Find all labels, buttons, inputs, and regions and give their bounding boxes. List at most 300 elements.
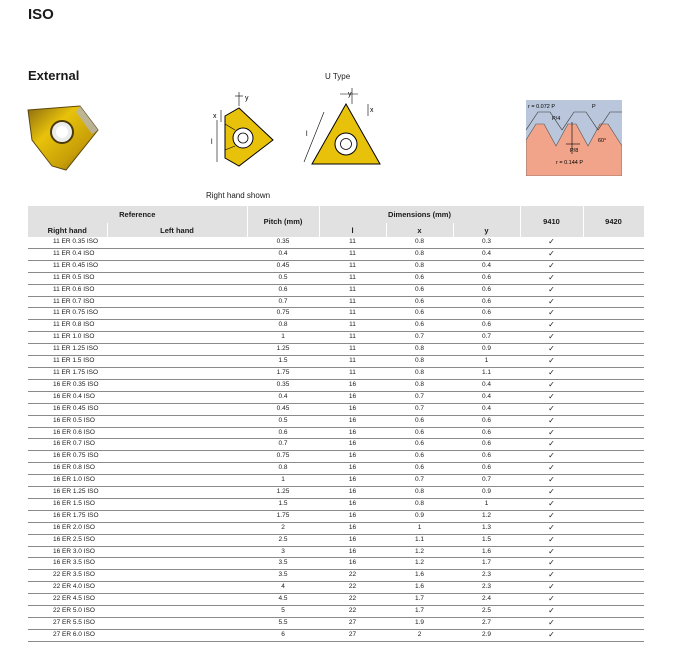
- cell-9420: [583, 248, 644, 260]
- cell-9410: ✓: [520, 367, 583, 379]
- cell-right-hand: 16 ER 0.8 ISO: [28, 463, 107, 475]
- cell-pitch: 2.5: [247, 534, 319, 546]
- cell-left-hand: [107, 391, 247, 403]
- cell-left-hand: [107, 332, 247, 344]
- insert-photo: [22, 100, 102, 175]
- cell-pitch: 0.7: [247, 439, 319, 451]
- cell-x: 0.6: [386, 451, 453, 463]
- cell-y: 0.7: [453, 332, 520, 344]
- cell-y: 2.3: [453, 582, 520, 594]
- cell-y: 1.6: [453, 546, 520, 558]
- cell-left-hand: [107, 570, 247, 582]
- cell-9410: ✓: [520, 272, 583, 284]
- cell-9420: [583, 296, 644, 308]
- cell-9420: [583, 522, 644, 534]
- table-body: [28, 237, 644, 641]
- table-row: [28, 296, 644, 308]
- cell-x: 0.6: [386, 320, 453, 332]
- cell-y: 2.3: [453, 570, 520, 582]
- cell-l: 16: [319, 522, 386, 534]
- cell-y: 0.6: [453, 320, 520, 332]
- cell-x: 0.6: [386, 272, 453, 284]
- cell-pitch: 0.45: [247, 260, 319, 272]
- cell-pitch: 0.35: [247, 379, 319, 391]
- dim-label-y: y: [245, 95, 249, 102]
- cell-y: 0.9: [453, 487, 520, 499]
- cell-9410: ✓: [520, 415, 583, 427]
- cell-l: 11: [319, 237, 386, 248]
- u-dim-label-y: y: [348, 91, 352, 98]
- cell-x: 0.6: [386, 284, 453, 296]
- cell-y: 0.6: [453, 463, 520, 475]
- cell-x: 0.9: [386, 510, 453, 522]
- table-row: [28, 546, 644, 558]
- table-row: [28, 439, 644, 451]
- cell-left-hand: [107, 367, 247, 379]
- profile-p: P: [592, 104, 596, 110]
- table-row: [28, 606, 644, 618]
- cell-right-hand: 16 ER 1.25 ISO: [28, 487, 107, 499]
- cell-pitch: 5: [247, 606, 319, 618]
- table-row: [28, 272, 644, 284]
- table-row: [28, 248, 644, 260]
- cell-pitch: 0.75: [247, 308, 319, 320]
- cell-9410: ✓: [520, 546, 583, 558]
- cell-y: 2.4: [453, 594, 520, 606]
- cell-pitch: 1.5: [247, 498, 319, 510]
- cell-pitch: 1: [247, 332, 319, 344]
- cell-9420: [583, 451, 644, 463]
- cell-l: 16: [319, 546, 386, 558]
- table-row: [28, 558, 644, 570]
- cell-right-hand: 11 ER 0.8 ISO: [28, 320, 107, 332]
- cell-y: 0.6: [453, 415, 520, 427]
- table-row: [28, 463, 644, 475]
- cell-y: 1.1: [453, 367, 520, 379]
- cell-y: 0.6: [453, 296, 520, 308]
- cell-y: 0.6: [453, 427, 520, 439]
- cell-9420: [583, 284, 644, 296]
- cell-pitch: 1.75: [247, 367, 319, 379]
- cell-right-hand: 16 ER 3.0 ISO: [28, 546, 107, 558]
- page-title: ISO: [28, 6, 54, 23]
- cell-9410: ✓: [520, 629, 583, 641]
- cell-right-hand: 16 ER 1.0 ISO: [28, 475, 107, 487]
- cell-left-hand: [107, 272, 247, 284]
- cell-9420: [583, 510, 644, 522]
- cell-right-hand: 16 ER 3.5 ISO: [28, 558, 107, 570]
- cell-pitch: 4.5: [247, 594, 319, 606]
- cell-pitch: 0.6: [247, 284, 319, 296]
- cell-left-hand: [107, 546, 247, 558]
- cell-9420: [583, 629, 644, 641]
- cell-right-hand: 11 ER 1.25 ISO: [28, 344, 107, 356]
- cell-pitch: 0.45: [247, 403, 319, 415]
- header-pitch: Pitch (mm): [247, 206, 319, 237]
- cell-l: 22: [319, 594, 386, 606]
- u-type-label: U Type: [325, 72, 351, 81]
- cell-pitch: 0.4: [247, 248, 319, 260]
- cell-9410: ✓: [520, 498, 583, 510]
- cell-right-hand: 11 ER 0.45 ISO: [28, 260, 107, 272]
- cell-right-hand: 22 ER 4.5 ISO: [28, 594, 107, 606]
- cell-right-hand: 16 ER 0.35 ISO: [28, 379, 107, 391]
- cell-l: 11: [319, 260, 386, 272]
- cell-x: 0.8: [386, 379, 453, 391]
- cell-left-hand: [107, 260, 247, 272]
- profile-angle: 60°: [598, 138, 607, 144]
- cell-9420: [583, 498, 644, 510]
- cell-9420: [583, 379, 644, 391]
- table-row: [28, 618, 644, 630]
- cell-right-hand: 11 ER 0.7 ISO: [28, 296, 107, 308]
- cell-9420: [583, 415, 644, 427]
- cell-9420: [583, 570, 644, 582]
- cell-x: 1.7: [386, 594, 453, 606]
- cell-right-hand: 16 ER 0.7 ISO: [28, 439, 107, 451]
- cell-x: 0.6: [386, 439, 453, 451]
- table-row: [28, 451, 644, 463]
- cell-y: 0.9: [453, 344, 520, 356]
- cell-9410: ✓: [520, 534, 583, 546]
- cell-l: 16: [319, 558, 386, 570]
- cell-left-hand: [107, 248, 247, 260]
- cell-9420: [583, 344, 644, 356]
- cell-right-hand: 11 ER 0.4 ISO: [28, 248, 107, 260]
- cell-9410: ✓: [520, 260, 583, 272]
- cell-y: 0.4: [453, 379, 520, 391]
- cell-l: 11: [319, 248, 386, 260]
- cell-x: 0.8: [386, 498, 453, 510]
- cell-l: 11: [319, 356, 386, 368]
- cell-9410: ✓: [520, 320, 583, 332]
- cell-left-hand: [107, 284, 247, 296]
- cell-x: 0.8: [386, 487, 453, 499]
- cell-9410: ✓: [520, 356, 583, 368]
- cell-y: 0.3: [453, 237, 520, 248]
- dim-label-l: l: [211, 139, 213, 146]
- cell-9420: [583, 487, 644, 499]
- cell-y: 0.6: [453, 308, 520, 320]
- header-9410: 9410: [520, 206, 583, 237]
- u-dim-label-l: l: [306, 131, 308, 138]
- cell-y: 0.6: [453, 451, 520, 463]
- cell-y: 1: [453, 498, 520, 510]
- cell-left-hand: [107, 463, 247, 475]
- cell-y: 0.4: [453, 260, 520, 272]
- cell-l: 11: [319, 308, 386, 320]
- profile-p8: P/8: [570, 148, 579, 154]
- header-l: l: [319, 223, 386, 237]
- cell-y: 1.5: [453, 534, 520, 546]
- cell-9420: [583, 403, 644, 415]
- cell-right-hand: 11 ER 0.75 ISO: [28, 308, 107, 320]
- cell-left-hand: [107, 618, 247, 630]
- cell-right-hand: 11 ER 0.5 ISO: [28, 272, 107, 284]
- cell-l: 22: [319, 570, 386, 582]
- thread-profile-diagram: [526, 100, 622, 176]
- cell-9410: ✓: [520, 248, 583, 260]
- cell-pitch: 0.5: [247, 415, 319, 427]
- table-row: [28, 403, 644, 415]
- cell-9420: [583, 546, 644, 558]
- cell-x: 0.6: [386, 308, 453, 320]
- cell-left-hand: [107, 451, 247, 463]
- cell-left-hand: [107, 439, 247, 451]
- cell-pitch: 0.75: [247, 451, 319, 463]
- cell-9410: ✓: [520, 237, 583, 248]
- table-row: [28, 237, 644, 248]
- cell-9420: [583, 237, 644, 248]
- cell-left-hand: [107, 344, 247, 356]
- cell-9410: ✓: [520, 475, 583, 487]
- cell-9420: [583, 332, 644, 344]
- cell-9410: ✓: [520, 606, 583, 618]
- cell-right-hand: 16 ER 0.4 ISO: [28, 391, 107, 403]
- cell-y: 2.9: [453, 629, 520, 641]
- cell-x: 0.6: [386, 415, 453, 427]
- cell-9420: [583, 534, 644, 546]
- cell-x: 0.8: [386, 248, 453, 260]
- cell-y: 2.5: [453, 606, 520, 618]
- cell-l: 27: [319, 629, 386, 641]
- cell-right-hand: 22 ER 5.0 ISO: [28, 606, 107, 618]
- cell-x: 0.8: [386, 356, 453, 368]
- cell-l: 11: [319, 332, 386, 344]
- cell-9420: [583, 391, 644, 403]
- cell-9420: [583, 260, 644, 272]
- cell-y: 0.6: [453, 272, 520, 284]
- section-title: External: [28, 68, 80, 83]
- cell-left-hand: [107, 237, 247, 248]
- cell-9420: [583, 606, 644, 618]
- cell-x: 0.8: [386, 260, 453, 272]
- cell-x: 2: [386, 629, 453, 641]
- cell-right-hand: 16 ER 0.45 ISO: [28, 403, 107, 415]
- cell-y: 1.2: [453, 510, 520, 522]
- cell-9420: [583, 558, 644, 570]
- cell-right-hand: 22 ER 4.0 ISO: [28, 582, 107, 594]
- cell-left-hand: [107, 415, 247, 427]
- cell-x: 0.6: [386, 296, 453, 308]
- cell-pitch: 4: [247, 582, 319, 594]
- cell-right-hand: 11 ER 1.0 ISO: [28, 332, 107, 344]
- cell-pitch: 6: [247, 629, 319, 641]
- cell-l: 16: [319, 391, 386, 403]
- table-row: [28, 356, 644, 368]
- cell-9410: ✓: [520, 403, 583, 415]
- cell-l: 22: [319, 606, 386, 618]
- header-dimensions: Dimensions (mm): [319, 206, 520, 223]
- cell-right-hand: 16 ER 0.5 ISO: [28, 415, 107, 427]
- cell-l: 27: [319, 618, 386, 630]
- cell-right-hand: 27 ER 5.5 ISO: [28, 618, 107, 630]
- cell-left-hand: [107, 487, 247, 499]
- cell-9410: ✓: [520, 522, 583, 534]
- cell-x: 1.7: [386, 606, 453, 618]
- table-row: [28, 629, 644, 641]
- cell-pitch: 0.8: [247, 320, 319, 332]
- cell-x: 0.7: [386, 391, 453, 403]
- cell-left-hand: [107, 606, 247, 618]
- cell-l: 16: [319, 415, 386, 427]
- cell-right-hand: 16 ER 0.6 ISO: [28, 427, 107, 439]
- cell-l: 11: [319, 272, 386, 284]
- cell-left-hand: [107, 320, 247, 332]
- cell-9420: [583, 367, 644, 379]
- table-row: [28, 594, 644, 606]
- cell-9410: ✓: [520, 332, 583, 344]
- table-row: [28, 415, 644, 427]
- cell-right-hand: 16 ER 0.75 ISO: [28, 451, 107, 463]
- cell-l: 22: [319, 582, 386, 594]
- table-row: [28, 534, 644, 546]
- cell-x: 0.7: [386, 403, 453, 415]
- cell-9410: ✓: [520, 618, 583, 630]
- profile-r-top: r = 0.072 P: [528, 104, 556, 110]
- cell-9410: ✓: [520, 594, 583, 606]
- cell-left-hand: [107, 534, 247, 546]
- cell-right-hand: 16 ER 1.75 ISO: [28, 510, 107, 522]
- cell-x: 0.8: [386, 237, 453, 248]
- cell-y: 1: [453, 356, 520, 368]
- cell-x: 0.8: [386, 344, 453, 356]
- table-row: [28, 379, 644, 391]
- cell-y: 0.6: [453, 284, 520, 296]
- cell-l: 16: [319, 427, 386, 439]
- table-row: [28, 284, 644, 296]
- cell-pitch: 0.7: [247, 296, 319, 308]
- cell-pitch: 2: [247, 522, 319, 534]
- cell-9410: ✓: [520, 558, 583, 570]
- cell-x: 0.8: [386, 367, 453, 379]
- cell-y: 0.4: [453, 248, 520, 260]
- cell-9420: [583, 618, 644, 630]
- cell-l: 11: [319, 284, 386, 296]
- header-9420: 9420: [583, 206, 644, 237]
- cell-9410: ✓: [520, 284, 583, 296]
- cell-9410: ✓: [520, 296, 583, 308]
- cell-9420: [583, 308, 644, 320]
- cell-pitch: 5.5: [247, 618, 319, 630]
- cell-x: 0.6: [386, 427, 453, 439]
- cell-left-hand: [107, 629, 247, 641]
- cell-pitch: 3.5: [247, 558, 319, 570]
- table-row: [28, 522, 644, 534]
- cell-left-hand: [107, 308, 247, 320]
- cell-l: 16: [319, 439, 386, 451]
- cell-l: 16: [319, 510, 386, 522]
- cell-9410: ✓: [520, 570, 583, 582]
- header-x: x: [386, 223, 453, 237]
- cell-left-hand: [107, 582, 247, 594]
- table-row: [28, 427, 644, 439]
- cell-l: 16: [319, 534, 386, 546]
- cell-y: 0.4: [453, 391, 520, 403]
- cell-right-hand: 11 ER 0.35 ISO: [28, 237, 107, 248]
- cell-x: 1.1: [386, 534, 453, 546]
- table-row: [28, 320, 644, 332]
- cell-9410: ✓: [520, 344, 583, 356]
- cell-x: 0.6: [386, 463, 453, 475]
- cell-x: 1.6: [386, 570, 453, 582]
- cell-y: 0.7: [453, 475, 520, 487]
- table-row: [28, 487, 644, 499]
- u-dim-label-x: x: [370, 107, 374, 114]
- cell-x: 0.7: [386, 475, 453, 487]
- cell-left-hand: [107, 594, 247, 606]
- cell-pitch: 1: [247, 475, 319, 487]
- cell-9410: ✓: [520, 510, 583, 522]
- cell-l: 16: [319, 403, 386, 415]
- cell-9420: [583, 439, 644, 451]
- cell-x: 1.9: [386, 618, 453, 630]
- cell-pitch: 1.25: [247, 487, 319, 499]
- cell-9410: ✓: [520, 379, 583, 391]
- cell-pitch: 0.35: [247, 237, 319, 248]
- cell-left-hand: [107, 427, 247, 439]
- cell-right-hand: 16 ER 2.0 ISO: [28, 522, 107, 534]
- insert-drawing-right-hand: [205, 88, 285, 173]
- cell-9410: ✓: [520, 391, 583, 403]
- cell-l: 11: [319, 320, 386, 332]
- cell-y: 2.7: [453, 618, 520, 630]
- cell-pitch: 3: [247, 546, 319, 558]
- profile-r-bottom: r = 0.144 P: [556, 160, 584, 166]
- cell-pitch: 0.6: [247, 427, 319, 439]
- cell-x: 1.6: [386, 582, 453, 594]
- cell-l: 11: [319, 367, 386, 379]
- cell-x: 1.2: [386, 546, 453, 558]
- cell-9410: ✓: [520, 463, 583, 475]
- table-row: [28, 498, 644, 510]
- insert-drawing-u-type: [296, 84, 386, 174]
- cell-right-hand: 11 ER 0.6 ISO: [28, 284, 107, 296]
- cell-left-hand: [107, 356, 247, 368]
- table-row: [28, 344, 644, 356]
- table-row: [28, 391, 644, 403]
- cell-l: 16: [319, 463, 386, 475]
- cell-l: 16: [319, 475, 386, 487]
- cell-9420: [583, 475, 644, 487]
- drawing-caption: Right hand shown: [206, 191, 271, 200]
- cell-l: 11: [319, 344, 386, 356]
- cell-l: 16: [319, 451, 386, 463]
- table-row: [28, 510, 644, 522]
- cell-9420: [583, 463, 644, 475]
- table-row: [28, 332, 644, 344]
- cell-left-hand: [107, 510, 247, 522]
- reference-table: [28, 206, 645, 642]
- cell-9420: [583, 427, 644, 439]
- cell-9420: [583, 594, 644, 606]
- cell-x: 1.2: [386, 558, 453, 570]
- cell-9410: ✓: [520, 439, 583, 451]
- cell-right-hand: 11 ER 1.75 ISO: [28, 367, 107, 379]
- table-row: [28, 260, 644, 272]
- header-left-hand: Left hand: [107, 223, 247, 237]
- cell-y: 0.4: [453, 403, 520, 415]
- cell-9420: [583, 272, 644, 284]
- cell-9410: ✓: [520, 487, 583, 499]
- cell-l: 16: [319, 487, 386, 499]
- cell-right-hand: 11 ER 1.5 ISO: [28, 356, 107, 368]
- table-row: [28, 308, 644, 320]
- cell-pitch: 3.5: [247, 570, 319, 582]
- cell-left-hand: [107, 522, 247, 534]
- cell-pitch: 1.75: [247, 510, 319, 522]
- cell-y: 1.3: [453, 522, 520, 534]
